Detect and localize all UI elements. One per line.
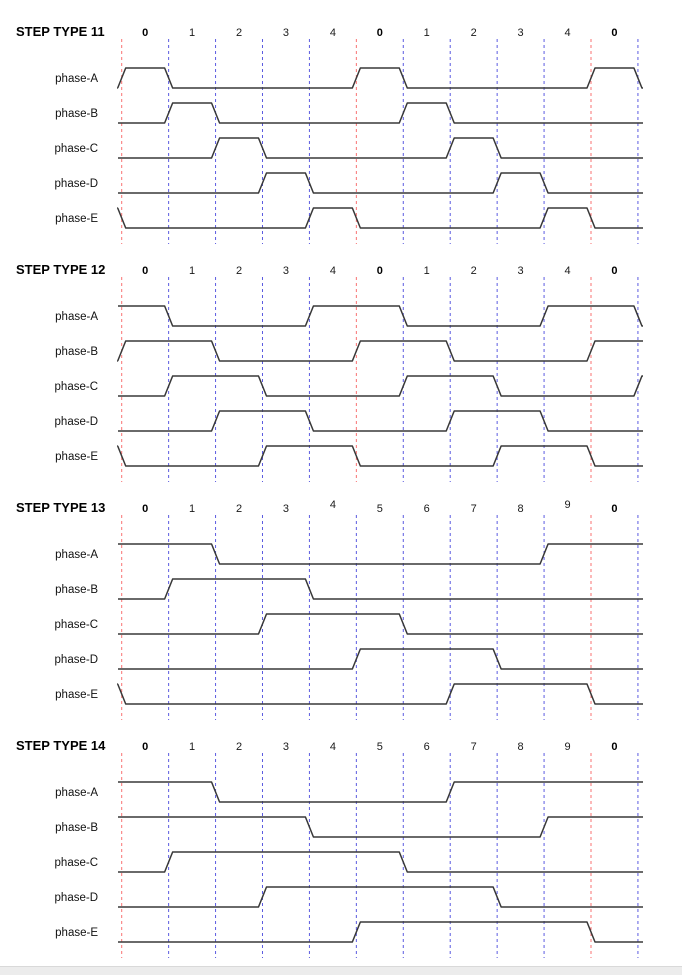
step-number-label: 1 <box>423 27 430 39</box>
step-number-label: 0 <box>611 265 618 277</box>
phase-label: phase-A <box>55 787 98 799</box>
step-number-label: 6 <box>423 741 430 753</box>
step-number-label: 5 <box>376 503 383 515</box>
phase-label: phase-E <box>55 927 98 939</box>
step-number-label: 0 <box>611 503 618 515</box>
phase-label: phase-D <box>54 416 98 428</box>
phase-C-waveform <box>118 376 643 396</box>
step-number-label: 1 <box>189 741 196 753</box>
step-number-label: 3 <box>517 27 524 39</box>
bottom-scrollbar-track[interactable] <box>0 966 682 975</box>
step-number-label: 4 <box>564 27 571 39</box>
phase-label: phase-B <box>55 108 98 120</box>
phase-label: phase-E <box>55 451 98 463</box>
step-number-label: 0 <box>611 27 618 39</box>
diagram-title: STEP TYPE 11 <box>16 24 105 39</box>
phase-label: phase-A <box>55 73 98 85</box>
phase-C-waveform <box>118 614 643 634</box>
phase-E-waveform <box>118 446 643 466</box>
step-number-label: 9 <box>564 741 571 753</box>
step-number-label: 4 <box>564 265 571 277</box>
diagram-title: STEP TYPE 14 <box>16 738 106 753</box>
phase-A-waveform <box>118 68 643 88</box>
phase-B-waveform <box>118 817 643 837</box>
phase-E-waveform <box>118 208 643 228</box>
step-number-label: 5 <box>376 741 383 753</box>
step-number-label: 3 <box>517 265 524 277</box>
diagram-title: STEP TYPE 13 <box>16 500 106 515</box>
step-number-label: 2 <box>470 27 477 39</box>
step-number-label: 4 <box>329 27 336 39</box>
step-number-label: 7 <box>470 741 477 753</box>
phase-label: phase-A <box>55 549 98 561</box>
step-number-label: 4 <box>329 741 336 753</box>
step-number-label: 0 <box>376 265 383 277</box>
step-number-label: 2 <box>235 27 243 39</box>
phase-label: phase-B <box>55 346 98 358</box>
phase-B-waveform <box>118 579 643 599</box>
phase-label: phase-B <box>55 584 98 596</box>
step-number-label: 8 <box>517 503 524 515</box>
step-number-label: 2 <box>235 503 243 515</box>
phase-label: phase-E <box>55 689 98 701</box>
phase-D-waveform <box>118 173 643 193</box>
step-number-label: 3 <box>282 265 290 277</box>
phase-label: phase-E <box>55 213 98 225</box>
phase-label: phase-D <box>54 892 98 904</box>
phase-E-waveform <box>118 684 643 704</box>
step-number-label: 2 <box>235 741 243 753</box>
phase-D-waveform <box>118 887 643 907</box>
phase-B-waveform <box>118 341 643 361</box>
step-number-label: 8 <box>517 741 524 753</box>
phase-D-waveform <box>118 649 643 669</box>
step-number-label: 2 <box>470 265 477 277</box>
phase-C-waveform <box>118 852 643 872</box>
phase-E-waveform <box>118 922 643 942</box>
phase-A-waveform <box>118 544 643 564</box>
phase-label: phase-C <box>54 381 98 393</box>
phase-label: phase-C <box>54 857 98 869</box>
phase-C-waveform <box>118 138 643 158</box>
phase-label: phase-C <box>54 143 98 155</box>
step-number-label: 6 <box>423 503 430 515</box>
phase-D-waveform <box>118 411 643 431</box>
phase-label: phase-C <box>54 619 98 631</box>
step-number-label: 0 <box>376 27 383 39</box>
step-number-label: 1 <box>189 503 196 515</box>
phase-label: phase-D <box>54 654 98 666</box>
phase-label: phase-B <box>55 822 98 834</box>
step-number-label: 7 <box>470 503 477 515</box>
diagram-step-type-12 <box>16 262 643 482</box>
step-number-label: 3 <box>282 27 290 39</box>
diagram-step-type-13 <box>16 499 643 720</box>
step-number-label: 0 <box>611 741 618 753</box>
step-number-label: 9 <box>564 499 571 511</box>
step-number-label: 1 <box>189 265 196 277</box>
diagram-step-type-11 <box>16 24 643 244</box>
step-number-label: 4 <box>329 499 336 511</box>
step-number-label: 2 <box>235 265 243 277</box>
step-number-label: 0 <box>142 265 149 277</box>
phase-label: phase-A <box>55 311 98 323</box>
step-number-label: 4 <box>329 265 336 277</box>
step-number-label: 0 <box>142 27 149 39</box>
step-number-label: 0 <box>142 741 149 753</box>
phase-A-waveform <box>118 306 643 326</box>
step-number-label: 3 <box>282 741 290 753</box>
diagram-title: STEP TYPE 12 <box>16 262 106 277</box>
step-number-label: 1 <box>189 27 196 39</box>
step-number-label: 3 <box>282 503 290 515</box>
phase-B-waveform <box>118 103 643 123</box>
phase-label: phase-D <box>54 178 98 190</box>
diagram-step-type-14 <box>16 738 643 958</box>
step-number-label: 1 <box>423 265 430 277</box>
step-number-label: 0 <box>142 503 149 515</box>
phase-A-waveform <box>118 782 643 802</box>
